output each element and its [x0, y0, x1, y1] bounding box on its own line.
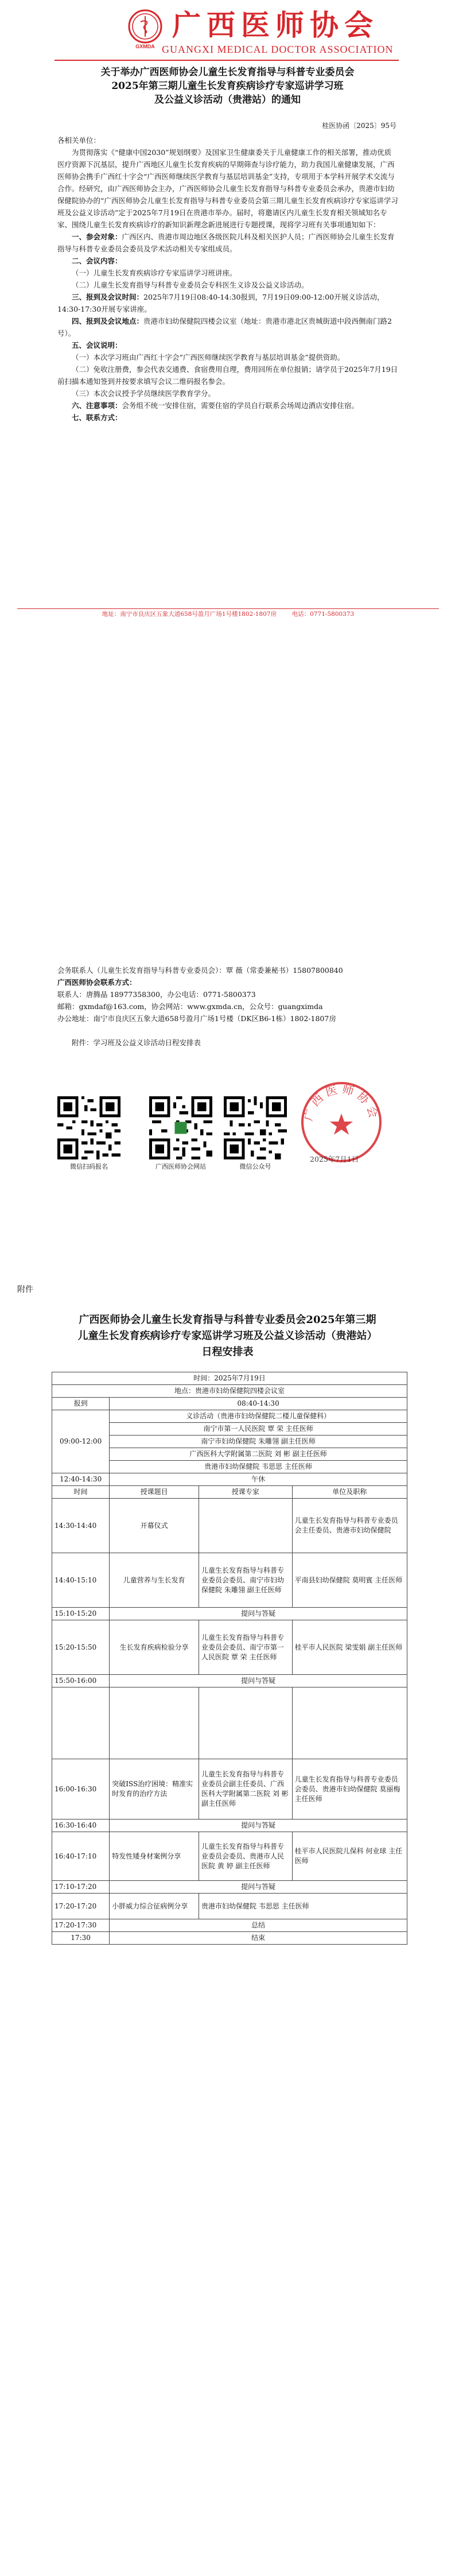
session-time: 17:10-17:20 — [52, 1881, 110, 1894]
session-time: 16:00-16:30 — [52, 1759, 110, 1820]
session-topic: 儿童营养与生长发育 — [110, 1553, 199, 1608]
session-topic: 生长发育疾病检验分享 — [110, 1620, 199, 1675]
table-row — [52, 1932, 407, 1945]
content-item: （一）儿童生长发育疾病诊疗专家巡讲学习班讲座。 — [72, 269, 237, 277]
intro-paragraph: 为贯彻落实《“健康中国2030”规划纲要》及国家卫生健康委关于儿童健康工作的相关部署，推动优质医疗资源下沉基层，提升广西地区儿童生长发育疾病的早期筛查与诊疗能力，助力我国儿童健康发展，广西医师协会携手广西红十字会“广西医师继续医学教育与基层培训基金”支持，专项用于本学科开展学术交流与合作。经研究，由广西医师协会主办，广西医师协会儿童生长发育指导与科普专业委员会承办，贵港市妇幼保健院协办的“广西医师协会儿童生长发育指导与科普专业委员会第三期儿童生长发育疾病诊疗专家巡讲学习班及公益义诊活动”定于2025年7月19日在贵港市举办。届时，将邀请区内儿童生长发育相关领域知名专家、围绕儿童生长发育疾病诊疗的新知识新理念新进展进行专题授课，现将学习班有关事项通知如下： — [57, 148, 398, 229]
qr-code-icon — [224, 1096, 287, 1159]
session-speaker: 贵港市妇幼保健院 韦思思 主任医师 — [199, 1894, 407, 1919]
association-name-en: GUANGXI MEDICAL DOCTOR ASSOCIATION — [162, 44, 394, 55]
session-speaker: 儿童生长发育指导与科普专业委员会副主任委员、广西医科大学附属第二医院 刘 彬 副主任医师 — [199, 1759, 293, 1820]
table-row — [52, 1820, 407, 1832]
contact-address: 办公地址：南宁市良庆区五象大道658号盈月广场1号楼（DK区B6-1栋）1802-1807房 — [57, 1014, 336, 1023]
session-topic: 提问与答疑 — [110, 1675, 407, 1687]
col-header-org: 单位及职称 — [292, 1486, 407, 1499]
table-row — [52, 1620, 407, 1675]
note-item: （二）免收注册费，参会代表交通费、食宿费用自理，费用回所在单位报销；请学员于2025年7月19日前扫描本通知签到并按要求填写会议二维码报名参会。 — [57, 365, 398, 386]
session-time: 15:50-16:00 — [52, 1675, 110, 1687]
table-row — [52, 1608, 407, 1620]
session-time: 16:40-17:10 — [52, 1832, 110, 1881]
document-number: 桂医协函〔2025〕95号 — [322, 122, 396, 130]
svg-text:广西医师协会: 广西医师协会 — [301, 1081, 382, 1123]
session-time: 14:40-15:10 — [52, 1553, 110, 1608]
session-org: 桂平市人民医院 梁雯娟 副主任医师 — [292, 1620, 407, 1675]
attachment-note: 附件：学习班及公益义诊活动日程安排表 — [72, 1038, 201, 1047]
session-topic: 小胖威力综合征病例分享 — [110, 1894, 199, 1919]
table-row — [52, 1486, 407, 1499]
session-org: 桂平市人民医院儿保科 何业球 主任医师 — [292, 1832, 407, 1881]
qr-wechat[interactable] — [221, 1096, 290, 1171]
session-time: 17:20-17:20 — [52, 1894, 110, 1919]
session-speaker: 儿童生长发育指导与科普专业委员会委员、南宁市妇幼保健院 朱雕翎 副主任医师 — [199, 1553, 293, 1608]
association-contact-label: 广西医师协会联系方式： — [57, 978, 137, 987]
section-precautions: 六、注意事项：会务组不统一安排住宿，需要住宿的学员自行联系会场周边酒店安排住宿。 — [72, 401, 359, 410]
clinic-row: 贵港市妇幼保健院 韦思思 主任医师 — [110, 1461, 407, 1473]
session-time: 15:10-15:20 — [52, 1608, 110, 1620]
contact-block — [57, 964, 398, 1049]
table-row — [52, 1499, 407, 1553]
page-footer: 地址：南宁市良庆区五象大道658号盈月广场1号楼1802-1807房 电话：0771-5800373 — [102, 611, 355, 618]
checkin-time: 08:40-14:30 — [110, 1398, 407, 1410]
session-speaker: 儿童生长发育指导与科普专业委员会委员、南宁市第一人民医院 覃 荣 主任医师 — [199, 1620, 293, 1675]
content-item: （二）儿童生长发育指导与科普专业委员会专科医生义诊及公益义诊活动。 — [72, 281, 309, 289]
qr-register[interactable] — [55, 1096, 123, 1171]
section-notes-title: 五、会议说明： — [72, 341, 122, 350]
section-contact-title: 七、联系方式： — [72, 413, 122, 422]
table-row — [52, 1385, 407, 1398]
closing-time: 17:30 — [52, 1932, 110, 1945]
clinic-row: 广西医科大学附属第二医院 刘 彬 副主任医师 — [110, 1448, 407, 1461]
qr-code-icon — [57, 1096, 120, 1159]
session-time: 16:30-16:40 — [52, 1820, 110, 1832]
note-item: （一）本次学习班由广西红十字会“广西医师继续医学教育与基层培训基金”提供资助。 — [72, 353, 345, 362]
closing-label: 结束 — [110, 1932, 407, 1945]
contact-person: 联系人：唐腾晶 18977358300，办公电话：0771-5800373 — [57, 990, 256, 999]
session-speaker — [199, 1499, 293, 1553]
salutation: 各相关单位： — [57, 136, 101, 145]
svg-text:GXMDA: GXMDA — [135, 44, 155, 49]
official-stamp — [298, 1079, 384, 1165]
schedule-venue: 地点：贵港市妇幼保健院四楼会议室 — [52, 1385, 407, 1398]
session-topic: 提问与答疑 — [110, 1608, 407, 1620]
session-speaker: 儿童生长发育指导与科普专业委员会委员、贵港市人民医院 黄 婷 副主任医师 — [199, 1832, 293, 1881]
notice-title: 关于举办广西医师协会儿童生长发育指导与科普专业委员会 2025年第三期儿童生长发育疾病诊疗专家巡讲学习班 及公益义诊活动（贵港站）的通知 — [100, 67, 355, 106]
section-time: 三、报到及会议时间：2025年7月19日08:40-14:30报到，7月19日09:00-12:00开展义诊活动，14:30-17:30开展专家讲座。 — [57, 293, 384, 313]
table-row — [52, 1372, 407, 1385]
table-row — [52, 1675, 407, 1687]
contact-email-web: 邮箱：gxmdaf@163.com，协会网站：www.gxmda.cn，公众号：guangximda — [57, 1002, 323, 1011]
qr-caption: 广西医师协会网站 — [155, 1163, 206, 1170]
clinic-row: 南宁市妇幼保健院 朱雕翎 副主任医师 — [110, 1436, 407, 1448]
schedule-title: 广西医师协会儿童生长发育指导与科普专业委员会2025年第三期 儿童生长发育疾病诊疗专家巡讲学习班及公益义诊活动（贵港站） 日程安排表 — [77, 1314, 378, 1358]
association-name-cn: 广西医师协会 — [172, 9, 379, 42]
section-content-title: 二、会议内容： — [72, 257, 122, 265]
col-header-speaker: 授课专家 — [199, 1486, 293, 1499]
checkin-label: 报到 — [52, 1398, 110, 1410]
table-row — [52, 1687, 407, 1759]
association-logo-icon — [126, 9, 164, 51]
col-header-topic: 授课题目 — [110, 1486, 199, 1499]
session-topic: 特发性矮身材案例分享 — [110, 1832, 199, 1881]
committee-contact: 会务联系人（儿童生长发育指导与科普专业委员会）：覃 薇（常委兼秘书）15807800840 — [57, 966, 343, 975]
issue-date: 2025年7月1日 — [310, 1155, 359, 1163]
qr-code-icon — [149, 1096, 212, 1159]
clinic-row: 义诊活动（贵港市妇幼保健院二楼儿童保健科） — [110, 1410, 407, 1423]
footer-divider — [17, 608, 439, 609]
notice-page — [0, 0, 455, 1170]
session-time: 17:20-17:30 — [52, 1919, 110, 1932]
notice-body — [57, 134, 398, 424]
session-topic: 提问与答疑 — [110, 1820, 407, 1832]
lunch-time: 12:40-14:30 — [52, 1473, 110, 1486]
header-divider — [55, 60, 399, 61]
clinic-time: 09:00-12:00 — [52, 1410, 110, 1473]
qr-caption: 微信公众号 — [239, 1163, 271, 1170]
session-topic: 提问与答疑 — [110, 1881, 407, 1894]
session-time: 15:20-15:50 — [52, 1620, 110, 1675]
table-row — [52, 1473, 407, 1486]
annex-label: 附件 — [17, 1285, 33, 1294]
table-row — [52, 1410, 407, 1423]
session-topic: 开幕仪式 — [110, 1499, 199, 1553]
schedule-date: 时间：2025年7月19日 — [52, 1372, 407, 1385]
section-venue: 四、报到及会议地点：贵港市妇幼保健院四楼会议室（地址：贵港市港北区贵城街道中段西侧南门路2号）。 — [57, 317, 392, 337]
session-org: 平南县妇幼保健院 莫明賓 主任医师 — [292, 1553, 407, 1608]
note-item: （三）本次会议授予学员继续医学教育学分。 — [72, 389, 216, 398]
table-row — [52, 1832, 407, 1881]
col-header-time: 时间 — [52, 1486, 110, 1499]
table-row — [52, 1919, 407, 1932]
section-attendees: 一、参会对象：广西区内、贵港市周边地区各级医院儿科及相关医护人员；广西医师协会儿童生长发育指导与科普专业委员会委员及学术活动相关专家组成员。 — [57, 232, 395, 253]
session-time: 14:30-14:40 — [52, 1499, 110, 1553]
session-topic: 总结 — [110, 1919, 407, 1932]
table-row — [52, 1759, 407, 1820]
table-row — [52, 1881, 407, 1894]
lunch-label: 午休 — [110, 1473, 407, 1486]
clinic-row: 南宁市第一人民医院 覃 荣 主任医师 — [110, 1423, 407, 1436]
stamp-seal-icon — [298, 1079, 384, 1165]
schedule-page — [0, 1280, 455, 2576]
table-row — [52, 1398, 407, 1410]
table-row — [52, 1553, 407, 1608]
session-topic: 突破ISS治疗困境：精准实时发育的治疗方法 — [110, 1759, 199, 1820]
qr-website[interactable] — [146, 1096, 215, 1171]
schedule-table — [52, 1372, 407, 1945]
session-org: 儿童生长发育指导与科普专业委员会主任委员、贵港市妇幼保健院 — [292, 1499, 407, 1553]
qr-caption: 微信扫码报名 — [70, 1163, 108, 1170]
table-row — [52, 1894, 407, 1919]
session-org: 儿童生长发育指导与科普专业委员会委员、贵港市妇幼保健院 莫丽梅 主任医师 — [292, 1759, 407, 1820]
